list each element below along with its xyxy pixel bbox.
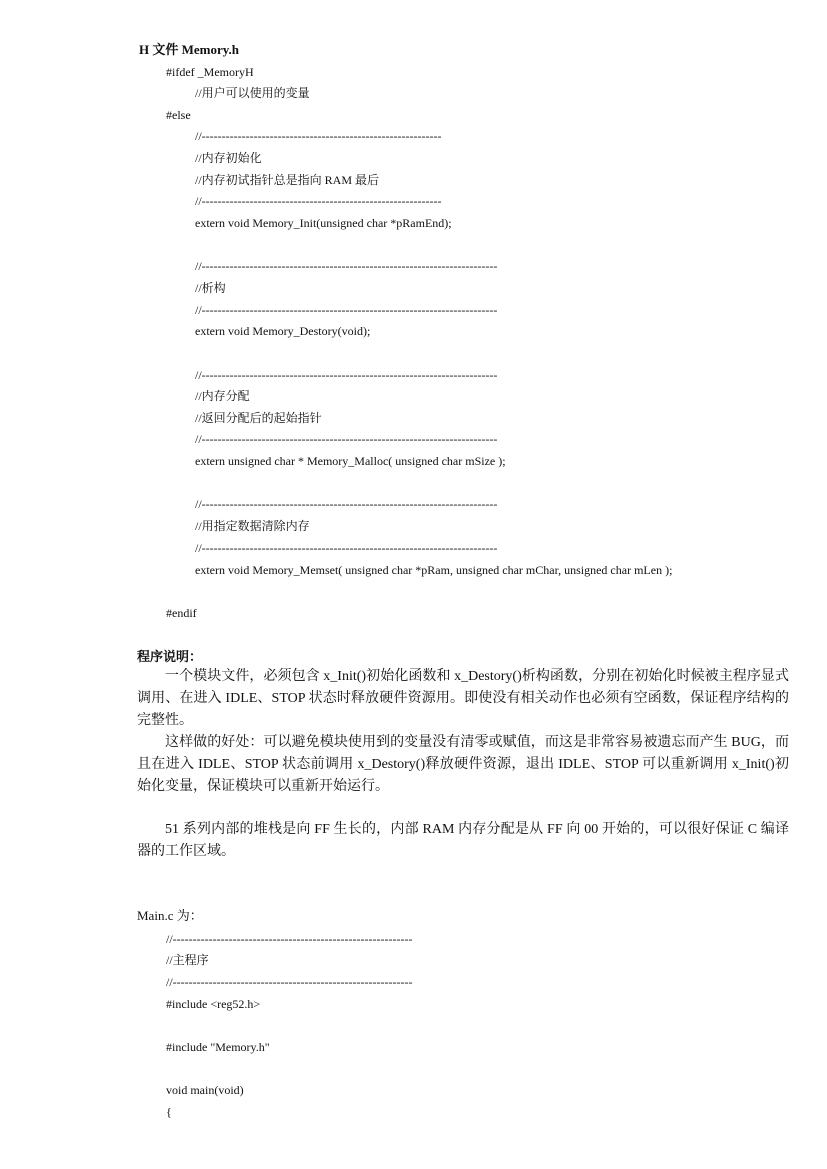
code-divider: //-------------------------------------------------------------------------- xyxy=(195,368,498,382)
code-divider: //------------------------------------------------------------ xyxy=(195,129,442,143)
paragraph: 51 系列内部的堆栈是向 FF 生长的，内部 RAM 内存分配是从 FF 向 00 开始的，可以很好保证 C 编译器的工作区域。 xyxy=(137,822,789,859)
code-divider: //-------------------------------------------------------------------------- xyxy=(195,303,498,317)
code-divider: //-------------------------------------------------------------------------- xyxy=(195,432,498,446)
code-divider: //------------------------------------------------------------ xyxy=(166,932,413,946)
paragraph: 一个模块文件，必须包含 x_Init()初始化函数和 x_Destory()析构函数，分别在初始化时候被主程序显式调用、在进入 IDLE、STOP 状态时释放硬件资源用。即使没有相关动作也必须有空函数，保证程序结构的完整性。 xyxy=(137,669,789,728)
code-comment: //内存初试指针总是指向 RAM 最后 xyxy=(195,173,380,187)
code-line: #endif xyxy=(166,606,197,620)
code-line: #include <reg52.h> xyxy=(166,997,261,1011)
paragraph: 这样做的好处：可以避免模块使用到的变量没有清零或赋值，而这是非常容易被遗忘而产生 BUG，而且在进入 IDLE、STOP 状态前调用 x_Destory()释放硬件资源，退出 IDLE、STOP 可以重新调用 x_Init()初始化变量，保证模块可以重新开始运行。 xyxy=(137,735,789,794)
main-file-title: Main.c 为： xyxy=(137,908,203,923)
code-comment: //用户可以使用的变量 xyxy=(195,86,310,100)
code-comment: //返回分配后的起始指针 xyxy=(195,411,322,425)
code-divider: //-------------------------------------------------------------------------- xyxy=(195,259,498,273)
code-comment: //主程序 xyxy=(166,953,209,967)
code-line: extern unsigned char * Memory_Malloc( unsigned char mSize ); xyxy=(195,454,506,468)
code-comment: //析构 xyxy=(195,281,226,295)
code-line: extern void Memory_Init(unsigned char *pRamEnd); xyxy=(195,216,452,230)
code-line: #include "Memory.h" xyxy=(166,1040,270,1054)
section-heading: 程序说明： xyxy=(137,649,203,664)
code-divider: //-------------------------------------------------------------------------- xyxy=(195,541,498,555)
code-divider: //-------------------------------------------------------------------------- xyxy=(195,497,498,511)
code-divider: //------------------------------------------------------------ xyxy=(195,194,442,208)
code-line: #else xyxy=(166,108,191,122)
code-line: extern void Memory_Destory(void); xyxy=(195,324,371,338)
header-file-title: H 文件 Memory.h xyxy=(139,42,240,57)
code-comment: //内存初始化 xyxy=(195,151,262,165)
code-line: extern void Memory_Memset( unsigned char *pRam, unsigned char mChar, unsigned char mLen ); xyxy=(195,563,673,577)
code-divider: //------------------------------------------------------------ xyxy=(166,975,413,989)
code-comment: //用指定数据清除内存 xyxy=(195,519,310,533)
code-line: { xyxy=(166,1105,172,1119)
code-line: #ifdef _MemoryH xyxy=(166,65,254,79)
code-line: void main(void) xyxy=(166,1083,244,1097)
code-comment: //内存分配 xyxy=(195,389,250,403)
